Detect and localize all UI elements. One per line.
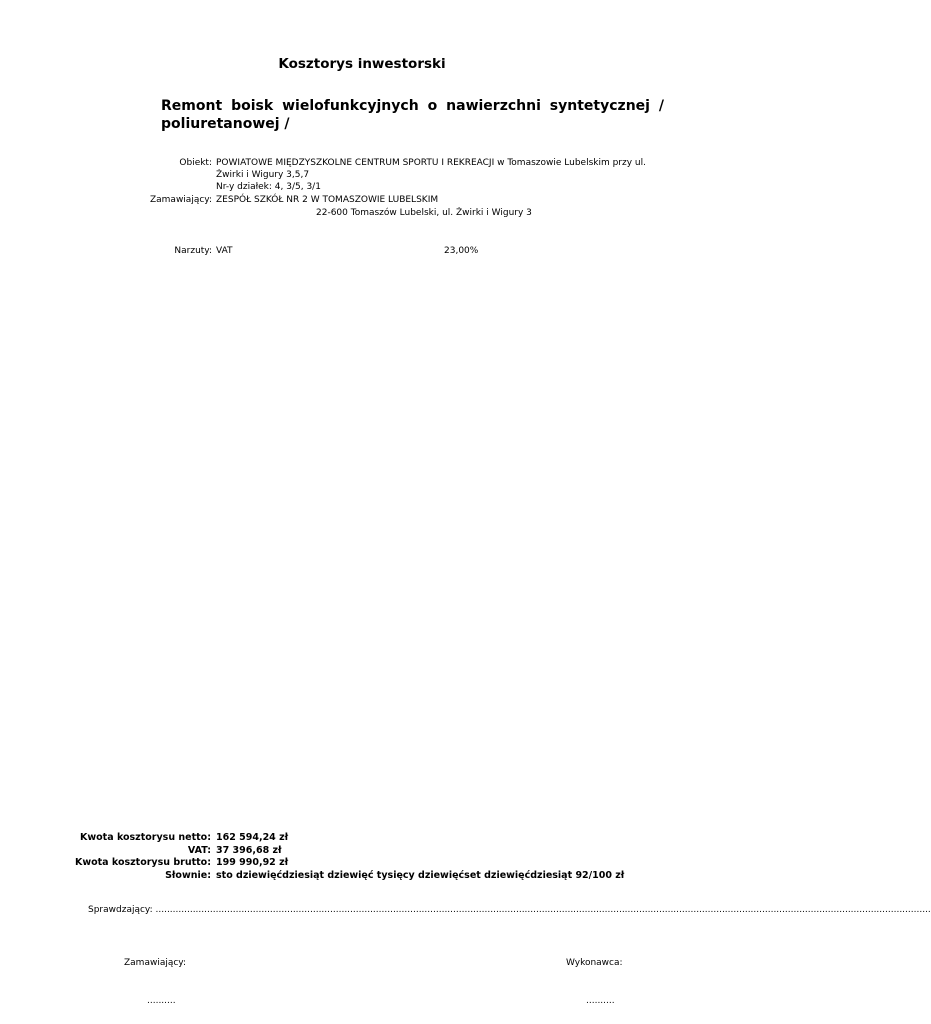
object-label: Obiekt:: [179, 158, 212, 168]
net-amount-label: Kwota kosztorysu netto:: [80, 832, 211, 843]
checker-line: [88, 905, 931, 915]
amount-in-words-value: sto dziewięćdziesiąt dziewięć tysięcy dziewięćset dziewięćdziesiąt 92/100 zł: [216, 869, 625, 881]
contractor-signature-dots: ..........: [586, 996, 615, 1006]
markups-label: Narzuty:: [174, 246, 212, 256]
gross-amount-value: 199 990,92 zł: [216, 857, 289, 868]
contractor-signature-label: Wykonawca:: [566, 958, 623, 968]
object-line-2: Żwirki i Wigury 3,5,7: [216, 170, 310, 180]
checker-signature-dots: ...............................................................................................................................................................................................................................................................................: [155, 905, 931, 915]
client-signature-label: Zamawiający:: [124, 958, 187, 968]
client-address: 22-600 Tomaszów Lubelski, ul. Żwirki i Wigury 3: [316, 208, 532, 218]
object-line-1: POWIATOWE MIĘDZYSZKOLNE CENTRUM SPORTU I REKREACJI w Tomaszowie Lubelskim przy ul.: [216, 158, 646, 168]
net-amount-value: 162 594,24 zł: [216, 832, 289, 843]
client-name: ZESPÓŁ SZKÓŁ NR 2 W TOMASZOWIE LUBELSKIM: [216, 195, 439, 205]
estimate-subject: Remont boisk wielofunkcyjnych o nawierzchni syntetycznej / poliuretanowej /: [161, 98, 664, 132]
document-title: Kosztorys inwestorski: [278, 56, 446, 72]
client-label: Zamawiający:: [149, 195, 212, 205]
vat-amount-value: 37 396,68 zł: [216, 844, 282, 856]
vat-amount-label: VAT:: [187, 844, 211, 856]
markup-name: VAT: [216, 246, 233, 256]
client-signature-dots: ..........: [147, 996, 176, 1006]
object-plot-numbers: Nr-y działek: 4, 3/5, 3/1: [216, 182, 321, 192]
checker-label: Sprawdzający:: [88, 905, 153, 915]
markup-value: 23,00%: [444, 246, 479, 256]
amount-in-words-label: Słownie:: [165, 869, 211, 881]
gross-amount-label: Kwota kosztorysu brutto:: [74, 857, 211, 868]
